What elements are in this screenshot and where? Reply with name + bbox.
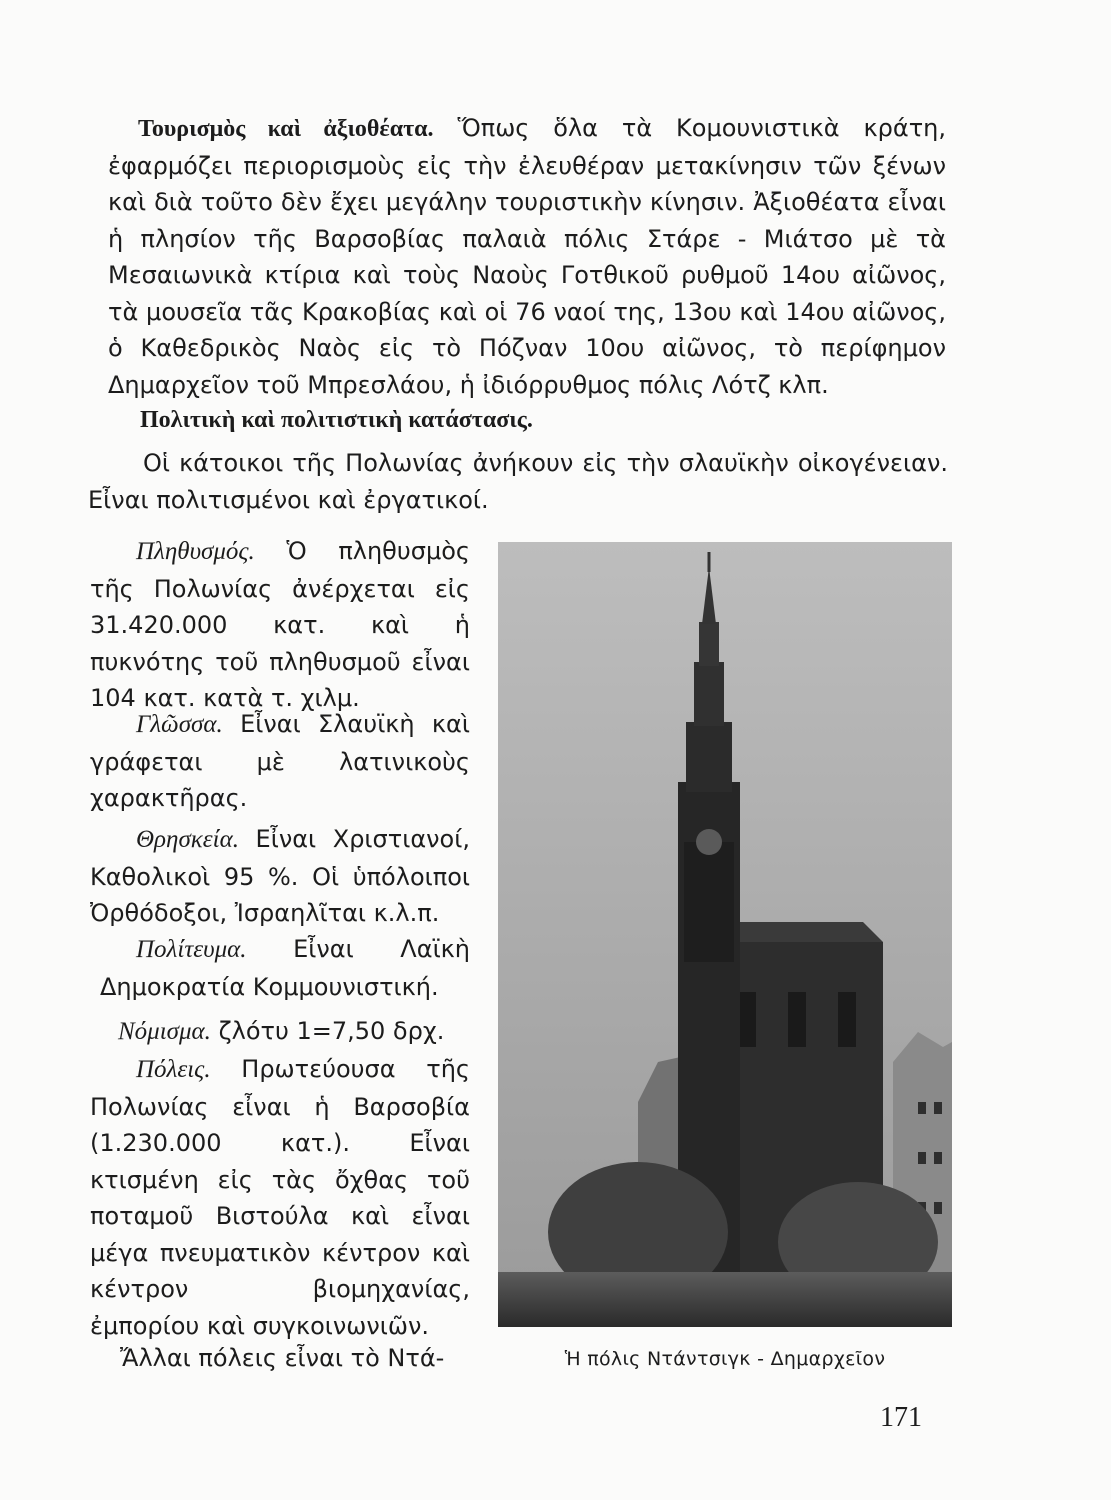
page-number: 171 — [880, 1402, 922, 1433]
other-cities-text: Ἄλλαι πόλεις εἶναι τὸ Ντά- — [120, 1344, 445, 1372]
government-text: Εἶναι Λαϊκὴ Δημοκρατία Κομμουνιστική. — [100, 935, 470, 1001]
language-label: Γλῶσσα. — [136, 711, 223, 738]
language-entry — [90, 706, 470, 817]
tourism-heading: Τουρισμὸς καὶ ἀξιοθέατα. — [138, 116, 434, 142]
tourism-paragraph — [108, 110, 946, 403]
political-heading: Πολιτικὴ καὶ πολιτιστικὴ κατάστασις. — [140, 407, 533, 433]
political-text: Οἱ κάτοικοι τῆς Πολωνίας ἀνήκουν εἰς τὴν σλαυϊκὴν οἰκογένειαν. Εἶναι πολιτισμένοι καὶ ἐργατικοί. — [88, 449, 948, 514]
language-text: Εἶναι Σλαυϊκὴ καὶ γράφεται μὲ λατινικοὺς χαρακτῆρας. — [90, 710, 470, 812]
religion-label: Θρησκεία. — [136, 826, 239, 853]
population-label: Πληθυσμός. — [136, 538, 255, 565]
religion-text: Εἶναι Χριστιανοί, Καθολικοὶ 95 %. Οἱ ὑπόλοιποι Ὀρθόδοξοι, Ἰσραηλῖται κ.λ.π. — [90, 825, 470, 927]
religion-entry — [90, 821, 470, 932]
town-hall-photo — [498, 542, 952, 1327]
population-entry — [90, 533, 470, 717]
population-text: Ὁ πληθυσμὸς τῆς Πολωνίας ἀνέρχεται εἰς 31.420.000 κατ. καὶ ἡ πυκνότης τοῦ πληθυσμοῦ εἶναι 104 κατ. κατὰ τ. χιλμ. — [90, 537, 470, 712]
government-label: Πολίτευμα. — [136, 936, 247, 963]
currency-label: Νόμισμα. — [118, 1018, 211, 1045]
cities-entry — [90, 1051, 470, 1344]
government-entry — [100, 931, 470, 1005]
photo-caption: Ἡ πόλις Ντάντσιγκ - Δημαρχεῖον — [564, 1348, 886, 1370]
currency-entry — [118, 1013, 478, 1051]
currency-text: ζλότυ 1=7,50 δρχ. — [218, 1017, 445, 1045]
cities-label: Πόλεις. — [136, 1056, 211, 1083]
cities-text: Πρωτεύουσα τῆς Πολωνίας εἶναι ἡ Βαρσοβία (1.230.000 κατ.). Εἶναι κτισμένη εἰς τὰς ὄχθας τοῦ ποταμοῦ Βιστούλα καὶ εἶναι μέγα πνευματικὸν κέντρον καὶ κέντρον βιομηχανίας, ἐμπορίου καὶ συγκοινωνιῶν. — [90, 1055, 470, 1340]
tourism-text: Ὅπως ὅλα τὰ Κομουνιστικὰ κράτη, ἐφαρμόζει περιορισμοὺς εἰς τὴν ἐλευθέραν μετακίνησιν τῶν ξένων καὶ διὰ τοῦτο δὲν ἔχει μεγάλην τουριστικὴν κίνησιν. Ἀξιοθέατα εἶναι ἡ πλησίον τῆς Βαρσοβίας παλαιὰ πόλις Στάρε - Μιάτσο μὲ τὰ Μεσαιωνικὰ κτίρια καὶ τοὺς Ναοὺς Γοτθικοῦ ρυθμοῦ 14ου αἰῶνος, τὰ μουσεῖα τᾶς Κρακοβίας καὶ οἱ 76 ναοί της, 13ου καὶ 14ου αἰῶνος, ὁ Καθεδρικὸς Ναὸς εἰς τὸ Πόζναν 10ου αἰῶνος, τὸ περίφημον Δημαρχεῖον τοῦ Μπρεσλάου, ἡ ἰδιόρρυθμος πόλις Λότζ κλπ. — [108, 114, 946, 399]
